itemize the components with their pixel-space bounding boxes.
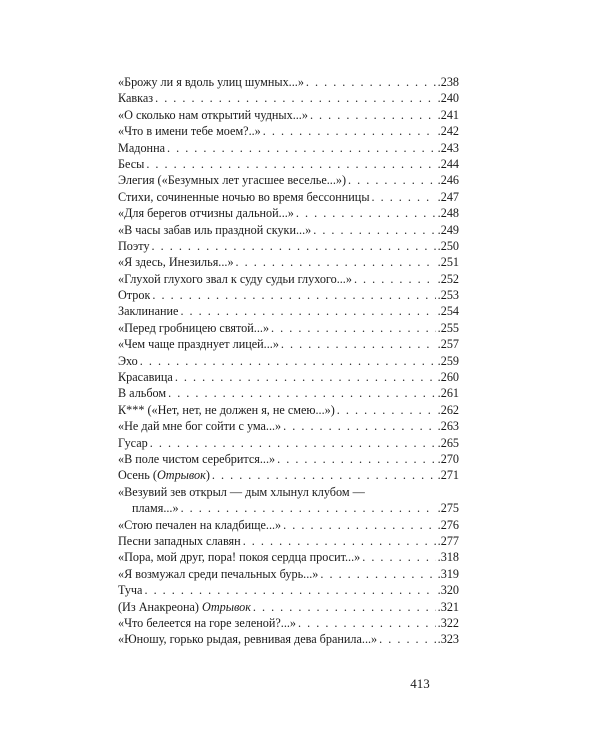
toc-entry-title: «Пора, мой друг, пора! покоя сердца просит...» [118, 550, 361, 565]
toc-entry-title: пламя...» [132, 501, 179, 516]
toc-entry [118, 140, 459, 156]
toc-entry-title: Кавказ [118, 91, 154, 106]
toc-entry [118, 599, 459, 615]
toc-entry-page: .250 [437, 238, 459, 253]
toc-entry [118, 74, 459, 90]
dot-leader [140, 353, 436, 369]
dot-leader [296, 205, 436, 221]
toc-entry-title: Осень (Отрывок) [118, 468, 210, 483]
toc-entry [118, 615, 459, 631]
dot-leader [354, 271, 436, 287]
toc-entry-title: Отрок [118, 288, 151, 303]
toc-entry-title: Бесы [118, 156, 145, 171]
toc-entry [118, 549, 459, 565]
toc-entry [118, 287, 459, 303]
dot-leader [263, 123, 436, 139]
toc-entry-title: Красавица [118, 370, 173, 385]
toc-entry-title: Эхо [118, 353, 138, 368]
toc-entry-page: .240 [437, 91, 459, 106]
dot-leader [243, 533, 436, 549]
toc-entry-title: Гусар [118, 435, 148, 450]
toc-entry-title: В альбом [118, 386, 167, 401]
dot-leader [281, 336, 436, 352]
toc-entry-page: .238 [437, 75, 459, 89]
page-number-text: 413 [410, 676, 430, 691]
toc-entry-page: .319 [437, 566, 459, 581]
toc-entry-page: .260 [437, 370, 459, 385]
toc-entry-title: «В часы забав иль праздной скуки...» [118, 222, 312, 237]
toc-entry [118, 631, 459, 647]
toc-entry [118, 156, 459, 172]
toc-entry [118, 222, 459, 238]
toc-entry-page: .257 [437, 337, 459, 352]
toc-entry-title: Стихи, сочиненные ночью во время бессонницы [118, 189, 370, 204]
toc-entry-page: .271 [437, 468, 459, 483]
dot-leader [362, 549, 435, 565]
toc-entry-page: .265 [437, 435, 459, 450]
toc-entry-page: .323 [437, 632, 459, 647]
toc-entry [118, 451, 459, 467]
toc-entry-title: «Перед гробницею святой...» [118, 320, 270, 335]
toc-entry-page: .247 [437, 189, 459, 204]
dot-leader [379, 631, 436, 647]
toc-entry [118, 336, 459, 352]
toc-entry-page: .252 [437, 271, 459, 286]
toc-entry-page: .246 [437, 173, 459, 188]
dot-leader [155, 90, 436, 106]
toc-entry [118, 533, 459, 549]
dot-leader [298, 615, 436, 631]
toc-entry-title: Заклинание [118, 304, 179, 319]
toc-entry-page: .259 [437, 353, 459, 368]
table-of-contents [118, 74, 459, 648]
toc-entry [118, 271, 459, 287]
toc-entry-title: «Что в имени тебе моем?..» [118, 124, 261, 139]
toc-entry-page: .322 [437, 615, 459, 630]
toc-entry [118, 435, 459, 451]
toc-entry-title: «В поле чистом серебрится...» [118, 451, 276, 466]
toc-entry-title: «Я возмужал среди печальных бурь...» [118, 566, 319, 581]
dot-leader [313, 222, 435, 238]
toc-entry [118, 484, 459, 500]
toc-entry-page: .263 [437, 419, 459, 434]
toc-entry-page: .255 [437, 320, 459, 335]
toc-entry [118, 189, 459, 205]
toc-entry-title: «Брожу ли я вдоль улиц шумных...» [118, 75, 304, 89]
dot-leader [320, 566, 435, 582]
dot-leader [372, 189, 436, 205]
toc-entry [118, 353, 459, 369]
dot-leader [277, 451, 436, 467]
toc-entry [118, 172, 459, 188]
toc-entry-page: .261 [437, 386, 459, 401]
dot-leader [236, 254, 436, 270]
dot-leader [283, 517, 436, 533]
toc-entry [118, 500, 459, 516]
toc-entry-page: .270 [437, 451, 459, 466]
dot-leader [253, 599, 436, 615]
toc-entry-title: «О сколько нам открытий чудных...» [118, 107, 308, 122]
toc-entry [118, 123, 459, 139]
toc-entry [118, 369, 459, 385]
toc-entry [118, 566, 459, 582]
dot-leader [150, 435, 436, 451]
toc-entry-title: (Из Анакреона) Отрывок [118, 599, 251, 614]
dot-leader [181, 500, 436, 516]
dot-leader [168, 385, 436, 401]
toc-entry-page: .253 [437, 288, 459, 303]
page-number [0, 676, 600, 692]
toc-entry-title: «Что белеется на горе зеленой?...» [118, 615, 297, 630]
toc-entry-title: «Везувий зев открыл — дым хлынул клубом — [118, 484, 365, 499]
toc-entry [118, 303, 459, 319]
toc-entry-page: .275 [437, 501, 459, 516]
dot-leader [271, 320, 436, 336]
toc-entry-page: .241 [437, 107, 459, 122]
toc-entry [118, 582, 459, 598]
dot-leader [212, 467, 436, 483]
toc-entry-title: К*** («Нет, нет, не должен я, не смею...») [118, 402, 335, 417]
toc-entry-page: .277 [437, 533, 459, 548]
toc-entry [118, 418, 459, 434]
toc-entry [118, 385, 459, 401]
toc-entry-page: .262 [437, 402, 459, 417]
toc-entry-title: «Не дай мне бог сойти с ума...» [118, 419, 282, 434]
toc-entry [118, 90, 459, 106]
dot-leader [152, 238, 436, 254]
dot-leader [175, 369, 436, 385]
dot-leader [337, 402, 436, 418]
toc-entry-page: .276 [437, 517, 459, 532]
toc-entry-title: Элегия («Безумных лет угасшее веселье...») [118, 173, 347, 188]
toc-entry-title: «Юношу, горько рыдая, ревнивая дева бранила...» [118, 632, 378, 647]
toc-entry-page: .248 [437, 206, 459, 221]
toc-entry-title: «Я здесь, Инезилья...» [118, 255, 234, 270]
dot-leader [146, 156, 435, 172]
dot-leader [144, 582, 435, 598]
toc-entry-title: Песни западных славян [118, 533, 241, 548]
toc-entry-page: .321 [437, 599, 459, 614]
toc-entry-page: .242 [437, 124, 459, 139]
toc-entry-title: Туча [118, 583, 143, 598]
dot-leader [306, 74, 436, 90]
toc-entry-page: .318 [437, 550, 459, 565]
toc-entry-title: Поэту [118, 238, 150, 253]
dot-leader [167, 140, 436, 156]
toc-entry [118, 517, 459, 533]
toc-entry-title: «Для берегов отчизны дальной...» [118, 206, 294, 221]
toc-entry-page: .243 [437, 140, 459, 155]
dot-leader [152, 287, 435, 303]
dot-leader [348, 172, 436, 188]
dot-leader [180, 303, 435, 319]
toc-entry-page: .251 [437, 255, 459, 270]
toc-entry [118, 254, 459, 270]
toc-entry-title: «Глухой глухого звал к суду судьи глухого...» [118, 271, 352, 286]
toc-entry [118, 467, 459, 483]
toc-entry-title: «Чем чаще празднует лицей...» [118, 337, 279, 352]
toc-entry-page: .249 [437, 222, 459, 237]
toc-entry [118, 238, 459, 254]
toc-entry [118, 402, 459, 418]
toc-entry-page: .320 [437, 583, 459, 598]
toc-entry-title: Мадонна [118, 140, 165, 155]
toc-entry [118, 107, 459, 123]
toc-entry-page: .244 [437, 156, 459, 171]
toc-entry [118, 205, 459, 221]
toc-entry-title: «Стою печален на кладбище...» [118, 517, 282, 532]
toc-entry [118, 320, 459, 336]
toc-entry-page: .254 [437, 304, 459, 319]
dot-leader [310, 107, 436, 123]
dot-leader [283, 418, 436, 434]
